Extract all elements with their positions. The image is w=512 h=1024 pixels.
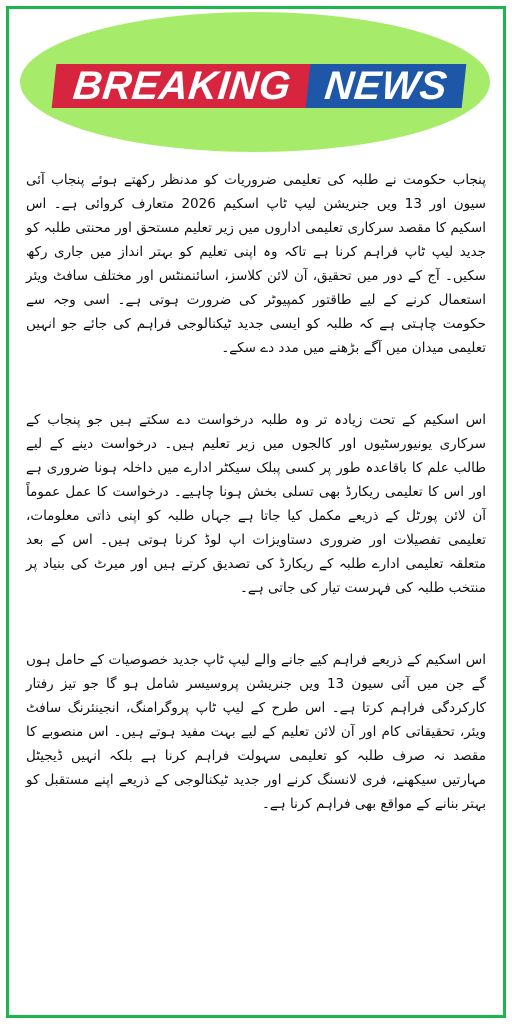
breaking-label: BREAKING — [52, 64, 313, 108]
paragraph-2: اس اسکیم کے تحت زیادہ تر وہ طلبہ درخواست دے سکتے ہیں جو پنجاب کے سرکاری یونیورسٹیوں اور کالجوں میں زیر تعلیم ہیں۔ درخواست دینے کے لیے طالب علم کا باقاعدہ طور پر کسی پبلک سیکٹر ادارے میں داخلہ ہونا ضروری ہے اور اس کا تعلیمی ریکارڈ بھی تسلی بخش ہونا چاہیے۔ درخواست کا عمل عموماً آن لائن پورٹل کے ذریعے مکمل کیا جاتا ہے جہاں طلبہ کو اپنی ذاتی معلومات، تعلیمی تفصیلات اور ضروری دستاویزات اپ لوڈ کرنا ہوتی ہیں۔ اس کے بعد متعلقہ تعلیمی ادارے طلبہ کے ریکارڈ کی تصدیق کرتے ہیں اور میرٹ کی بنیاد پر منتخب طلبہ کی فہرست تیار کی جاتی ہے۔ — [26, 412, 486, 596]
news-label: NEWS — [306, 64, 467, 108]
paragraph-3: اس اسکیم کے ذریعے فراہم کیے جانے والے لیپ ٹاپ جدید خصوصیات کے حامل ہوں گے جن میں آئی سیون 13 ویں جنریشن پروسیسر شامل ہو گا جو تیز رفتار کارکردگی فراہم کرتا ہے۔ اس طرح کے لیپ ٹاپ پروگرامنگ، انجینئرنگ سافٹ ویئر، تحقیقاتی کام اور آن لائن تعلیم کے لیے بہت مفید ہوتے ہیں۔ اس منصوبے کا مقصد نہ صرف طلبہ کو تعلیمی سہولت فراہم کرنا ہے بلکہ انہیں ڈیجیٹل مہارتیں سیکھنے، فری لانسنگ کرنے اور جدید ٹیکنالوجی کے ذریعے اپنے مستقبل کو بہتر بنانے کے مواقع بھی فراہم کرنا ہے۔ — [26, 652, 486, 812]
paragraph-1: پنجاب حکومت نے طلبہ کی تعلیمی ضروریات کو مدنظر رکھتے ہوئے پنجاب آئی سیون اور 13 ویں جنریشن لیپ ٹاپ اسکیم 2026 متعارف کروائی ہے۔ اس اسکیم کا مقصد سرکاری تعلیمی اداروں میں زیر تعلیم مستحق اور محنتی طلبہ کو جدید لیپ ٹاپ فراہم کرنا ہے تاکہ وہ اپنی تعلیم کو بہتر انداز میں جاری رکھ سکیں۔ آج کے دور میں تحقیق، آن لائن کلاسز، اسائنمنٹس اور مختلف سافٹ ویئر استعمال کرنے کے لیے طاقتور کمپیوٹر کی ضرورت ہوتی ہے۔ اسی وجہ سے حکومت چاہتی ہے کہ طلبہ کو ایسی جدید ٹیکنالوجی فراہم کی جائے جو انہیں تعلیمی میدان میں آگے بڑھنے میں مدد دے سکے۔ — [26, 172, 486, 356]
article-body — [26, 168, 486, 816]
